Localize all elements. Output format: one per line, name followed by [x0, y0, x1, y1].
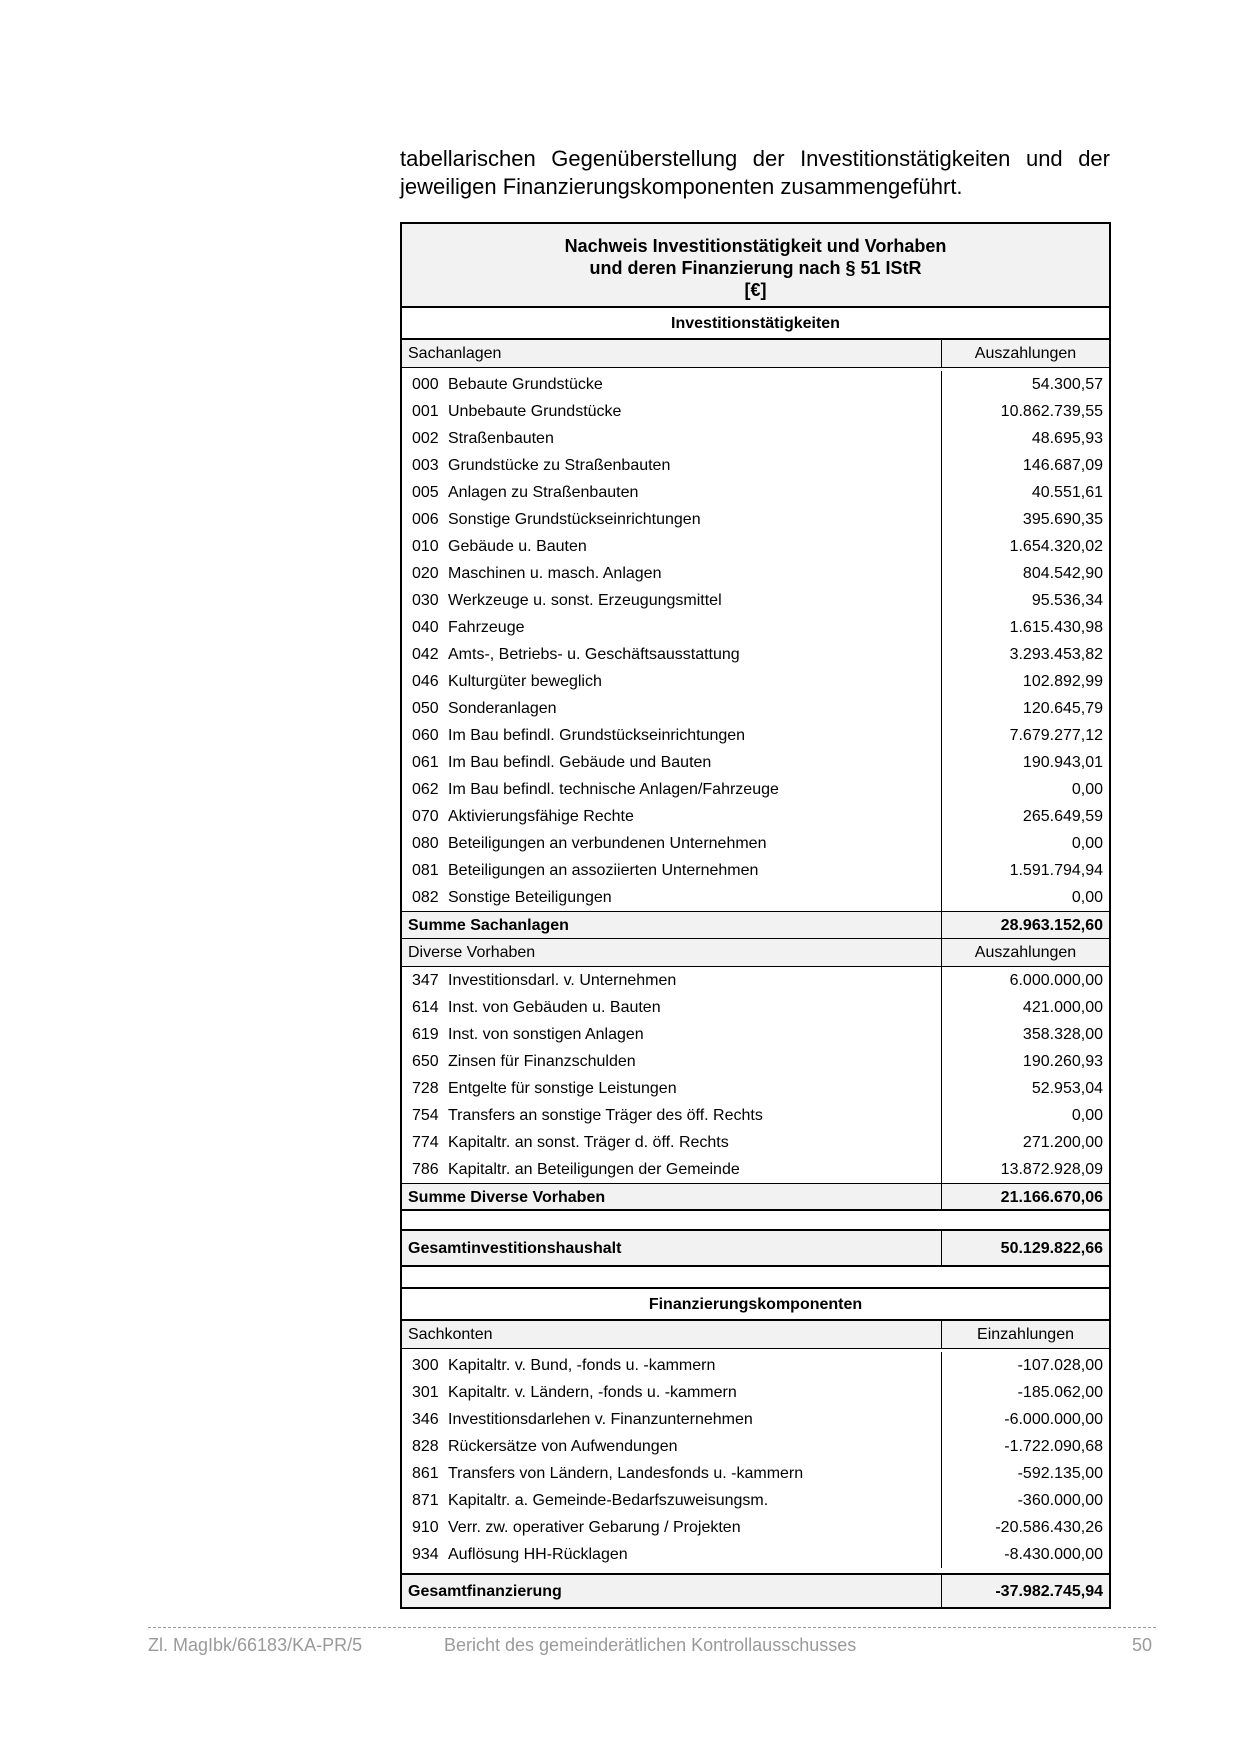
table-row — [402, 884, 1109, 911]
table-row — [402, 776, 1109, 803]
account-label: Gebäude u. Bauten — [448, 538, 587, 555]
table-row — [402, 614, 1109, 641]
table-gap — [402, 1211, 1109, 1231]
amount: 0,00 — [1071, 1107, 1103, 1124]
row-description — [402, 1021, 942, 1048]
table-title-line-2: und deren Finanzierung nach § 51 IStR — [589, 258, 922, 278]
row-description — [402, 695, 942, 722]
row-description — [402, 1406, 942, 1433]
amount: 358.328,00 — [1022, 1026, 1103, 1043]
amount: -20.586.430,26 — [995, 1519, 1103, 1536]
amount: 146.687,09 — [1022, 457, 1103, 474]
account-code: 042 — [412, 646, 439, 663]
table-row — [402, 830, 1109, 857]
row-description — [402, 1460, 942, 1487]
account-label: Entgelte für sonstige Leistungen — [448, 1080, 677, 1097]
account-label: Inst. von Gebäuden u. Bauten — [448, 999, 661, 1016]
vorhaben-header — [402, 939, 1109, 967]
table-row — [402, 722, 1109, 749]
account-code: 062 — [412, 781, 439, 798]
row-description — [402, 533, 942, 560]
row-description — [402, 1541, 942, 1568]
row-description — [402, 1156, 942, 1183]
account-label: Beteiligungen an assoziierten Unternehmen — [448, 862, 759, 879]
account-code: 070 — [412, 808, 439, 825]
investment-table — [400, 222, 1111, 1609]
table-row — [402, 506, 1109, 533]
account-label: Auflösung HH-Rücklagen — [448, 1546, 628, 1563]
amount: 0,00 — [1071, 781, 1103, 798]
account-code: 650 — [412, 1053, 439, 1070]
row-description — [402, 425, 942, 452]
row-description — [402, 803, 942, 830]
sachanlagen-header-label: Sachanlagen — [402, 340, 942, 367]
amount: 421.000,00 — [1022, 999, 1103, 1016]
amount: 52.953,04 — [1031, 1080, 1103, 1097]
row-description — [402, 506, 942, 533]
row-description — [402, 1487, 942, 1514]
account-code: 934 — [412, 1546, 439, 1563]
amount: -8.430.000,00 — [1004, 1546, 1103, 1563]
amount: 7.679.277,12 — [1009, 727, 1103, 744]
row-description — [402, 749, 942, 776]
gesamtfin-value: -37.982.745,94 — [995, 1583, 1103, 1600]
row-description — [402, 722, 942, 749]
account-code: 300 — [412, 1357, 439, 1374]
table-gap — [402, 1267, 1109, 1289]
table-row — [402, 479, 1109, 506]
amount: 0,00 — [1071, 835, 1103, 852]
account-code: 046 — [412, 673, 439, 690]
account-code: 005 — [412, 484, 439, 501]
account-code: 301 — [412, 1384, 439, 1401]
intro-line-1: tabellarischen Gegenüberstellung der Investitionstätigkeiten und der — [400, 146, 1110, 171]
row-description — [402, 857, 942, 884]
row-description — [402, 371, 942, 398]
account-code: 754 — [412, 1107, 439, 1124]
footer-reference: Zl. MagIbk/66183/KA-PR/5 — [148, 1635, 363, 1655]
row-description — [402, 1129, 942, 1156]
amount: 0,00 — [1071, 889, 1103, 906]
account-code: 061 — [412, 754, 439, 771]
account-code: 060 — [412, 727, 439, 744]
amount: 271.200,00 — [1022, 1134, 1103, 1151]
amount: 120.645,79 — [1022, 700, 1103, 717]
amount: 54.300,57 — [1031, 376, 1103, 393]
table-row — [402, 587, 1109, 614]
account-label: Im Bau befindl. technische Anlagen/Fahrzeuge — [448, 781, 779, 798]
account-code: 002 — [412, 430, 439, 447]
amount: 395.690,35 — [1022, 511, 1103, 528]
table-row — [402, 1075, 1109, 1102]
table-row — [402, 641, 1109, 668]
amount: 10.862.739,55 — [1000, 403, 1103, 420]
account-label: Investitionsdarlehen v. Finanzunternehmen — [448, 1411, 753, 1428]
table-row — [402, 1379, 1109, 1406]
account-label: Kapitaltr. v. Ländern, -fonds u. -kammern — [448, 1384, 737, 1401]
account-label: Kapitaltr. an sonst. Träger d. öff. Rechts — [448, 1134, 729, 1151]
table-row — [402, 967, 1109, 994]
table-row — [402, 1433, 1109, 1460]
amount: 265.649,59 — [1022, 808, 1103, 825]
amount: 190.260,93 — [1022, 1053, 1103, 1070]
table-row — [402, 1352, 1109, 1379]
account-code: 728 — [412, 1080, 439, 1097]
gesamtfin-row — [402, 1573, 1109, 1607]
account-label: Kulturgüter beweglich — [448, 673, 602, 690]
row-description — [402, 1514, 942, 1541]
account-label: Sonderanlagen — [448, 700, 557, 717]
table-row — [402, 1514, 1109, 1541]
account-code: 082 — [412, 889, 439, 906]
account-label: Beteiligungen an verbundenen Unternehmen — [448, 835, 767, 852]
gesamtinvest-value: 50.129.822,66 — [1000, 1240, 1103, 1257]
account-code: 774 — [412, 1134, 439, 1151]
sachanlagen-sum-label: Summe Sachanlagen — [402, 912, 942, 938]
account-label: Kapitaltr. v. Bund, -fonds u. -kammern — [448, 1357, 716, 1374]
account-label: Straßenbauten — [448, 430, 554, 447]
gesamtinvest-row — [402, 1231, 1109, 1267]
row-description — [402, 967, 942, 994]
table-row — [402, 1129, 1109, 1156]
table-row — [402, 1021, 1109, 1048]
table-row — [402, 398, 1109, 425]
account-label: Investitionsdarl. v. Unternehmen — [448, 972, 677, 989]
account-label: Transfers von Ländern, Landesfonds u. -kammern — [448, 1465, 804, 1482]
table-title — [402, 224, 1109, 308]
amount: 6.000.000,00 — [1009, 972, 1103, 989]
vorhaben-sum-value: 21.166.670,06 — [1000, 1189, 1103, 1206]
table-row — [402, 1487, 1109, 1514]
account-code: 000 — [412, 376, 439, 393]
row-description — [402, 1048, 942, 1075]
account-label: Werkzeuge u. sonst. Erzeugungsmittel — [448, 592, 722, 609]
amount: 102.892,99 — [1022, 673, 1103, 690]
account-label: Maschinen u. masch. Anlagen — [448, 565, 662, 582]
sachanlagen-rows — [402, 371, 1109, 911]
account-label: Inst. von sonstigen Anlagen — [448, 1026, 644, 1043]
account-code: 871 — [412, 1492, 439, 1509]
row-description — [402, 1379, 942, 1406]
amount: 190.943,01 — [1022, 754, 1103, 771]
table-row — [402, 857, 1109, 884]
amount: -1.722.090,68 — [1004, 1438, 1103, 1455]
row-description — [402, 884, 942, 911]
account-code: 030 — [412, 592, 439, 609]
intro-line-2: jeweiligen Finanzierungskomponenten zusammengeführt. — [400, 174, 963, 199]
account-code: 001 — [412, 403, 439, 420]
row-description — [402, 668, 942, 695]
vorhaben-sum-row — [402, 1183, 1109, 1211]
row-description — [402, 1075, 942, 1102]
sachanlagen-header — [402, 340, 1109, 368]
sachanlagen-sum-value: 28.963.152,60 — [1000, 917, 1103, 934]
amount: 95.536,34 — [1031, 592, 1103, 609]
row-description — [402, 587, 942, 614]
amount: 13.872.928,09 — [1000, 1161, 1103, 1178]
table-row — [402, 533, 1109, 560]
account-label: Grundstücke zu Straßenbauten — [448, 457, 671, 474]
account-code: 003 — [412, 457, 439, 474]
account-code: 347 — [412, 972, 439, 989]
amount: 1.615.430,98 — [1009, 619, 1103, 636]
sachanlagen-sum-row — [402, 911, 1109, 939]
table-row — [402, 1102, 1109, 1129]
table-row — [402, 803, 1109, 830]
account-label: Sonstige Grundstückseinrichtungen — [448, 511, 701, 528]
table-row — [402, 695, 1109, 722]
table-row — [402, 452, 1109, 479]
account-code: 828 — [412, 1438, 439, 1455]
page-number: 50 — [1132, 1635, 1153, 1655]
account-code: 614 — [412, 999, 439, 1016]
table-row — [402, 1406, 1109, 1433]
account-code: 619 — [412, 1026, 439, 1043]
amount: 48.695,93 — [1031, 430, 1103, 447]
row-description — [402, 398, 942, 425]
account-code: 861 — [412, 1465, 439, 1482]
table-title-unit: [€] — [744, 280, 767, 300]
table-row — [402, 994, 1109, 1021]
account-code: 910 — [412, 1519, 439, 1536]
row-description — [402, 1433, 942, 1460]
amount: -185.062,00 — [1017, 1384, 1103, 1401]
row-description — [402, 614, 942, 641]
account-label: Fahrzeuge — [448, 619, 525, 636]
account-label: Rückersätze von Aufwendungen — [448, 1438, 678, 1455]
account-label: Kapitaltr. an Beteiligungen der Gemeinde — [448, 1161, 740, 1178]
account-code: 346 — [412, 1411, 439, 1428]
account-code: 050 — [412, 700, 439, 717]
amount: 1.654.320,02 — [1009, 538, 1103, 555]
table-row — [402, 1541, 1109, 1568]
table-row — [402, 371, 1109, 398]
table-row — [402, 560, 1109, 587]
account-label: Verr. zw. operativer Gebarung / Projekten — [448, 1519, 741, 1536]
table-row — [402, 749, 1109, 776]
account-code: 010 — [412, 538, 439, 555]
footer-divider — [148, 1627, 1156, 1628]
footer-title: Bericht des gemeinderätlichen Kontrollausschusses — [444, 1635, 857, 1655]
row-description — [402, 830, 942, 857]
account-label: Bebaute Grundstücke — [448, 376, 603, 393]
account-label: Anlagen zu Straßenbauten — [448, 484, 639, 501]
row-description — [402, 452, 942, 479]
account-code: 786 — [412, 1161, 439, 1178]
row-description — [402, 479, 942, 506]
sachkonten-header-label: Sachkonten — [402, 1321, 942, 1348]
section-finanzierung: Finanzierungskomponenten — [402, 1289, 1109, 1321]
amount: -107.028,00 — [1017, 1357, 1103, 1374]
account-label: Amts-, Betriebs- u. Geschäftsausstattung — [448, 646, 740, 663]
table-row — [402, 425, 1109, 452]
row-description — [402, 994, 942, 1021]
section-investitionen: Investitionstätigkeiten — [402, 308, 1109, 340]
amount: -6.000.000,00 — [1004, 1411, 1103, 1428]
gesamtfin-label: Gesamtfinanzierung — [402, 1575, 942, 1607]
table-row — [402, 1156, 1109, 1183]
amount: -360.000,00 — [1017, 1492, 1103, 1509]
sachanlagen-header-column: Auszahlungen — [974, 345, 1077, 362]
table-row — [402, 1460, 1109, 1487]
row-description — [402, 776, 942, 803]
row-description — [402, 1102, 942, 1129]
account-label: Im Bau befindl. Grundstückseinrichtungen — [448, 727, 746, 744]
account-label: Unbebaute Grundstücke — [448, 403, 622, 420]
account-label: Im Bau befindl. Gebäude und Bauten — [448, 754, 712, 771]
amount: 804.542,90 — [1022, 565, 1103, 582]
account-code: 081 — [412, 862, 439, 879]
table-row — [402, 1048, 1109, 1075]
amount: -592.135,00 — [1017, 1465, 1103, 1482]
sachkonten-header-column: Einzahlungen — [977, 1326, 1074, 1343]
amount: 40.551,61 — [1031, 484, 1103, 501]
table-title-line-1: Nachweis Investitionstätigkeit und Vorhaben — [564, 236, 947, 256]
sachkonten-rows — [402, 1352, 1109, 1568]
account-label: Transfers an sonstige Träger des öff. Rechts — [448, 1107, 763, 1124]
account-label: Aktivierungsfähige Rechte — [448, 808, 634, 825]
account-code: 020 — [412, 565, 439, 582]
vorhaben-header-label: Diverse Vorhaben — [402, 939, 942, 966]
account-label: Zinsen für Finanzschulden — [448, 1053, 636, 1070]
row-description — [402, 560, 942, 587]
account-code: 040 — [412, 619, 439, 636]
table-row — [402, 668, 1109, 695]
row-description — [402, 1352, 942, 1379]
gesamtinvest-label: Gesamtinvestitionshaushalt — [402, 1231, 942, 1265]
vorhaben-sum-label: Summe Diverse Vorhaben — [402, 1184, 942, 1209]
intro-paragraph — [400, 145, 1110, 201]
account-code: 006 — [412, 511, 439, 528]
vorhaben-rows — [402, 967, 1109, 1183]
account-label: Kapitaltr. a. Gemeinde-Bedarfszuweisungsm. — [448, 1492, 769, 1509]
row-description — [402, 641, 942, 668]
vorhaben-header-column: Auszahlungen — [974, 944, 1077, 961]
amount: 3.293.453,82 — [1009, 646, 1103, 663]
sachkonten-header — [402, 1321, 1109, 1349]
account-label: Sonstige Beteiligungen — [448, 889, 612, 906]
account-code: 080 — [412, 835, 439, 852]
amount: 1.591.794,94 — [1009, 862, 1103, 879]
